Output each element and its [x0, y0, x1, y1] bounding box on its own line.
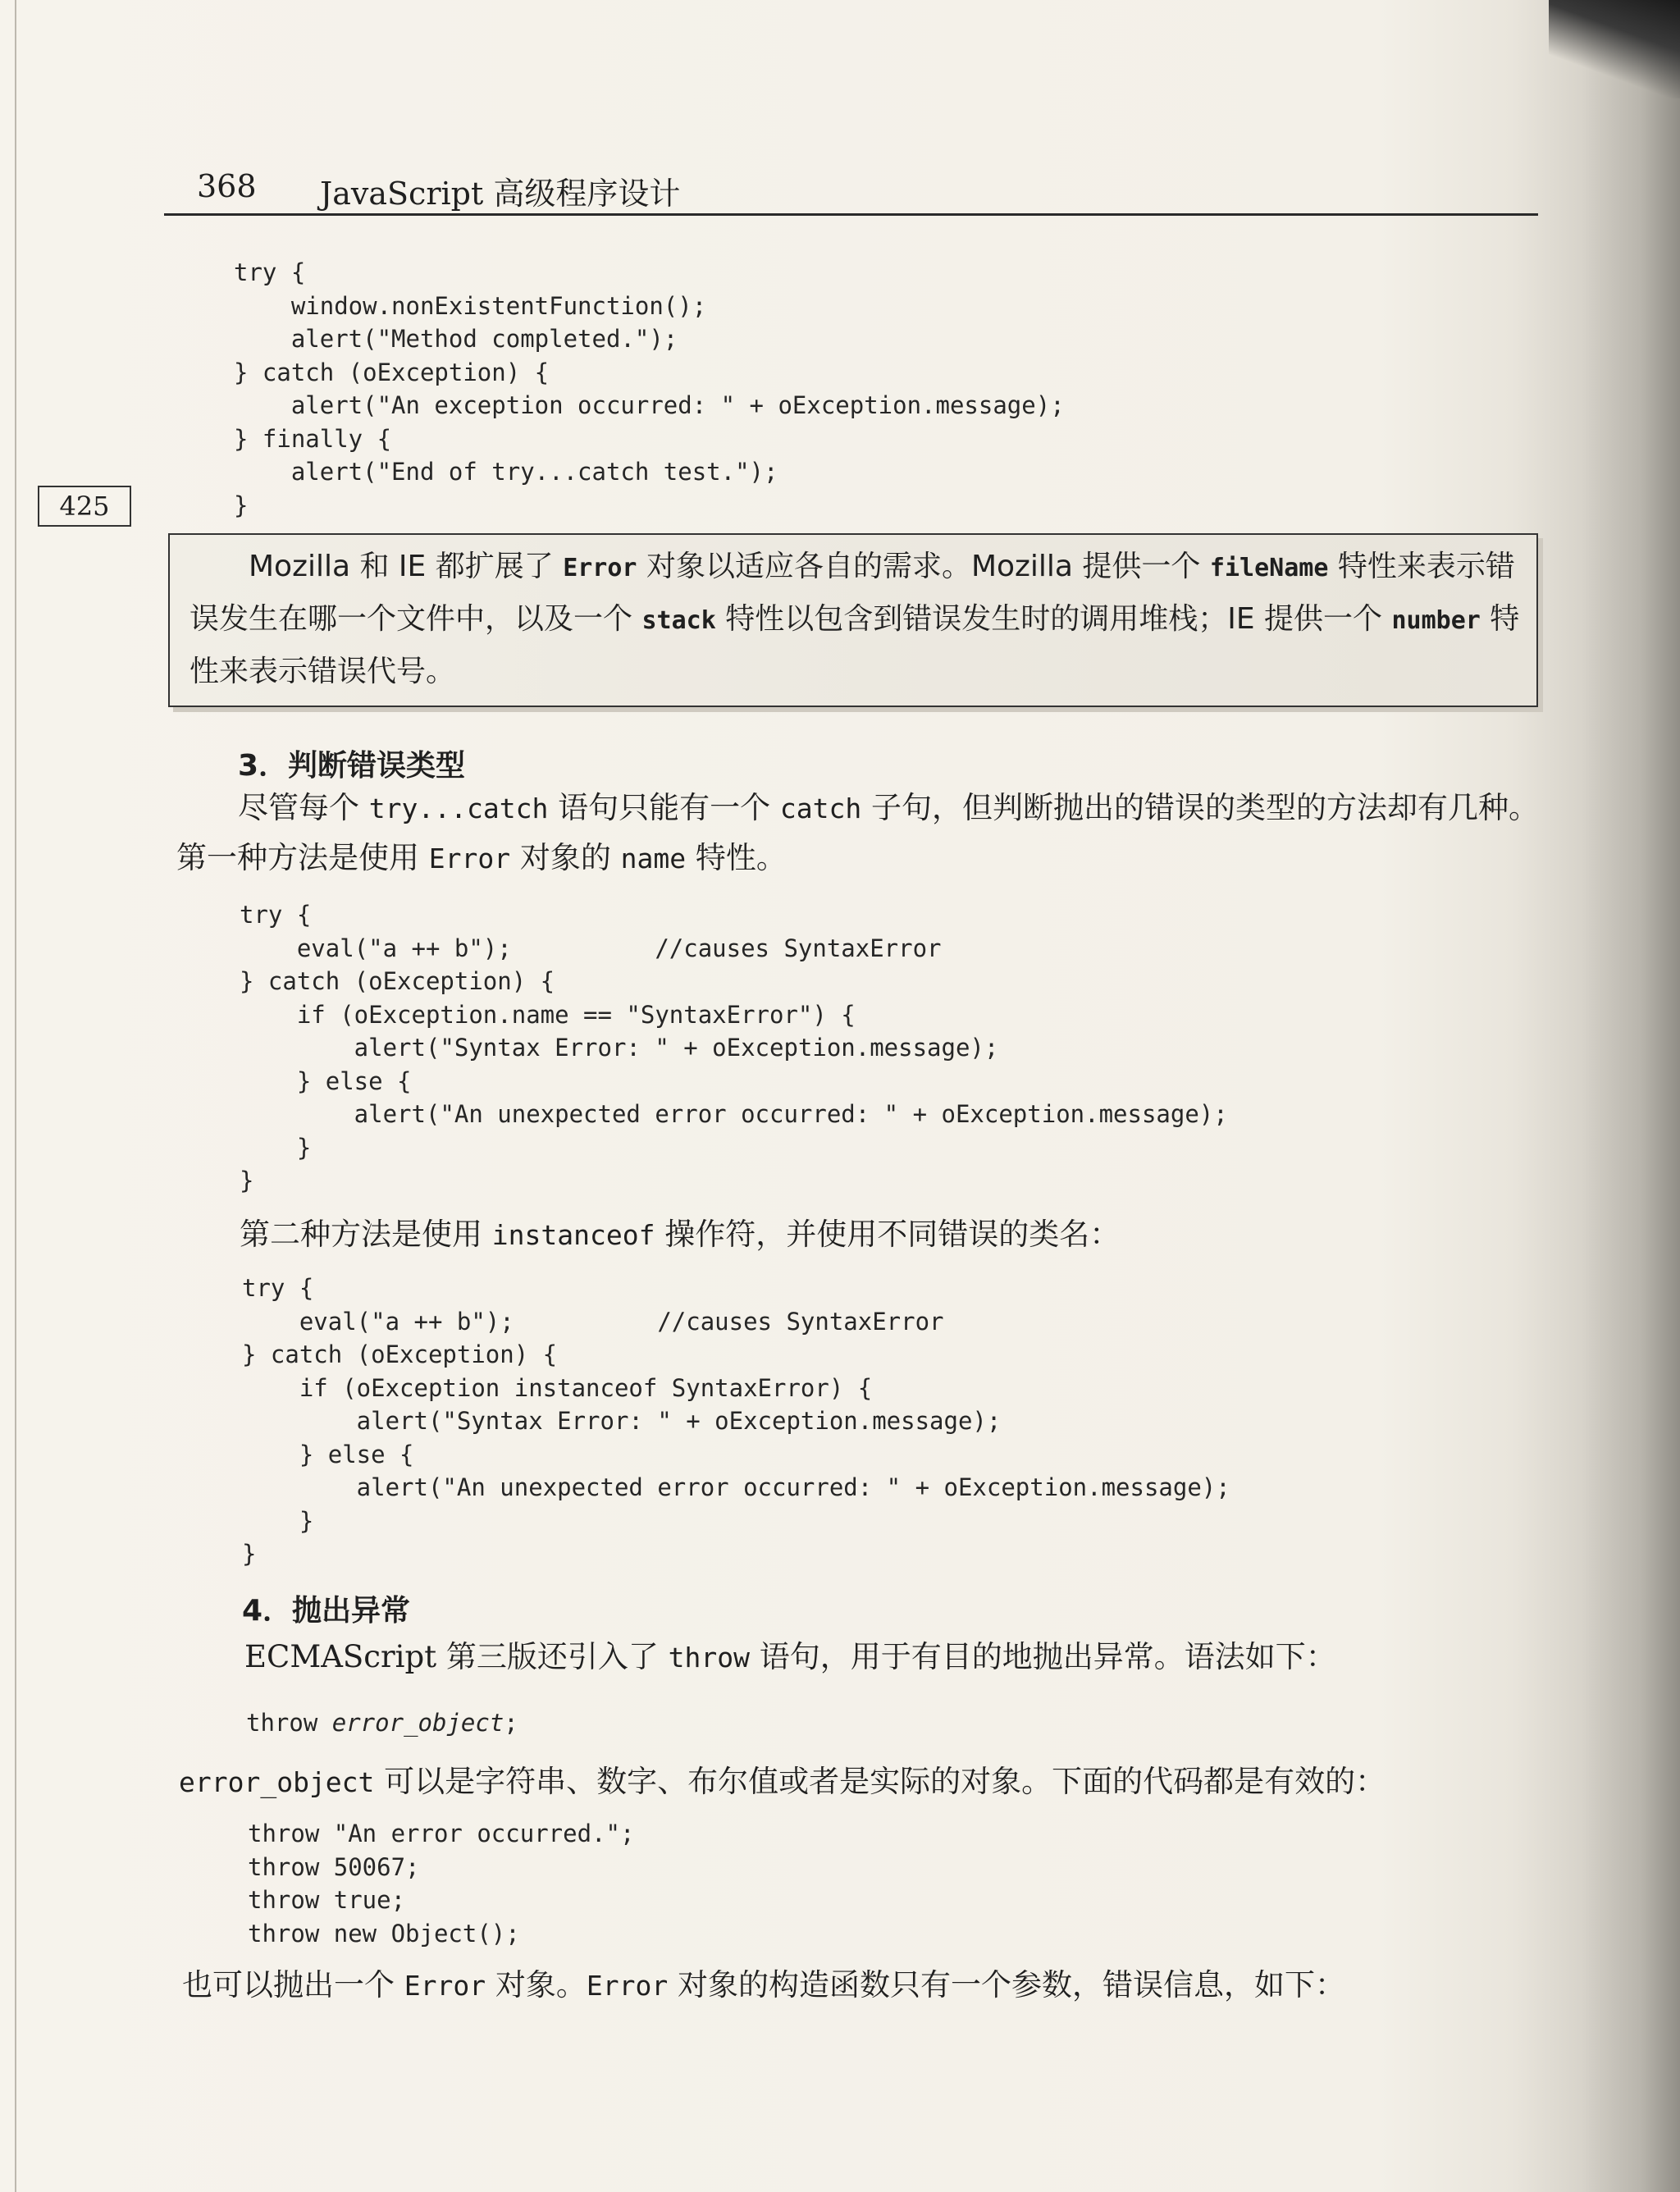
- code-block-name-check: [240, 898, 1228, 1198]
- code-line: } catch (oException) {: [234, 358, 550, 386]
- note-code: fileName: [1209, 554, 1329, 582]
- note-text: 对象以适应各自的需求。Mozilla 提供一个: [637, 550, 1210, 583]
- note-text: Mozilla 和 IE 都扩展了: [249, 550, 564, 583]
- note-code: number: [1391, 606, 1481, 635]
- paragraph-throw-intro: ECMAScript 第三版还引入了 throw 语句，用于有目的地抛出异常。语法如下：: [244, 1639, 1336, 1674]
- section-heading-3: 3．判断错误类型: [238, 749, 466, 783]
- binding-shadow: [1582, 0, 1680, 2192]
- code-line: alert("An exception occurred: " + oException.message);: [234, 391, 1065, 419]
- code-block-throw-examples: [248, 1817, 634, 1950]
- page-corner-shadow: [1549, 0, 1680, 98]
- header-rule: [164, 213, 1538, 216]
- code-line: eval("a ++ b"); //causes SyntaxError: [240, 934, 942, 962]
- note-text: 特性以包含到错误发生时的调用堆栈；IE 提供一个: [715, 602, 1392, 636]
- code-line: throw "An error occurred.";: [248, 1820, 635, 1847]
- paragraph-instanceof: 第二种方法是使用 instanceof 操作符，并使用不同错误的类名：: [240, 1217, 1121, 1252]
- code-line: } catch (oException) {: [240, 967, 555, 995]
- code-line: if (oException.name == "SyntaxError") {: [240, 1000, 856, 1029]
- paragraph-error-constructor: 也可以抛出一个 Error 对象。Error 对象的构造函数只有一个参数，错误信息，如下：: [182, 1967, 1345, 2002]
- code-line: }: [240, 1167, 254, 1194]
- code-line: try {: [240, 901, 312, 929]
- code-line: alert("Syntax Error: " + oException.message);: [240, 1034, 999, 1062]
- code-line: try {: [234, 258, 306, 286]
- paragraph-error-types: 尽管每个 try...catch 语句只能有一个 catch 子句，但判断抛出的错误的类型的方法却有几种。第一种方法是使用 Error 对象的 name 特性。: [176, 790, 1539, 875]
- code-line: }: [234, 491, 249, 519]
- code-line: } else {: [242, 1440, 414, 1468]
- code-block-try-catch-finally: [234, 256, 1065, 522]
- code-line: } catch (oException) {: [242, 1340, 558, 1368]
- code-line: eval("a ++ b"); //causes SyntaxError: [242, 1307, 944, 1336]
- code-block-instanceof-check: [242, 1272, 1230, 1571]
- page-number: 368: [197, 168, 257, 204]
- section-heading-4: 4．抛出异常: [242, 1594, 411, 1628]
- code-line: alert("An unexpected error occurred: " + oException.message);: [242, 1473, 1230, 1501]
- code-line: throw 50067;: [248, 1852, 420, 1881]
- margin-page-reference: 425: [38, 486, 131, 527]
- code-line: try {: [242, 1274, 314, 1302]
- code-line: }: [242, 1540, 257, 1568]
- note-code: Error: [563, 554, 637, 582]
- code-line: alert("Syntax Error: " + oException.message);: [242, 1407, 1002, 1435]
- note-text: 特性来表示错误代号。: [189, 602, 1520, 688]
- code-line: if (oException instanceof SyntaxError) {: [242, 1373, 873, 1402]
- code-line: } finally {: [234, 424, 392, 453]
- running-header: [197, 168, 1534, 217]
- note-box: [168, 533, 1538, 707]
- code-line: }: [242, 1506, 314, 1535]
- code-line: alert("An unexpected error occurred: " + oException.message);: [240, 1100, 1228, 1128]
- code-line: } else {: [240, 1066, 412, 1095]
- book-title: JavaScript 高级程序设计: [320, 176, 681, 212]
- code-throw-syntax: throw error_object;: [246, 1709, 518, 1737]
- page-edge-line: [15, 0, 16, 2192]
- code-line: alert("End of try...catch test.");: [234, 458, 778, 486]
- paragraph-error-object: error_object 可以是字符串、数字、布尔值或者是实际的对象。下面的代码都是有效的：: [179, 1764, 1386, 1799]
- note-text: 特性来表示错误发生在哪一个文件中，以及一个: [189, 550, 1515, 636]
- code-line: throw new Object();: [248, 1919, 520, 1948]
- code-line: alert("Method completed.");: [234, 325, 678, 353]
- code-line: window.nonExistentFunction();: [234, 291, 707, 320]
- code-line: }: [240, 1133, 312, 1162]
- code-line: throw true;: [248, 1886, 406, 1914]
- note-code: stack: [641, 606, 716, 635]
